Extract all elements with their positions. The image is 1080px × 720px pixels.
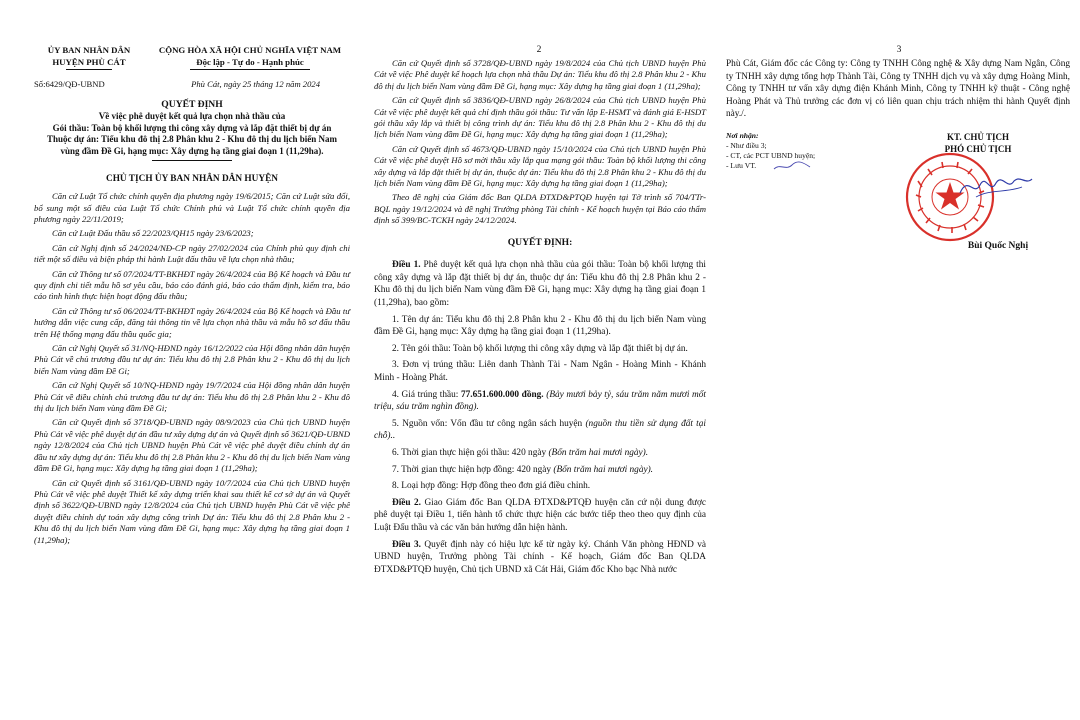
decision-heading: QUYẾT ĐỊNH: (507, 236, 573, 248)
item-text: 7. Thời gian thực hiện hợp đồng: 420 ngày (392, 464, 552, 475)
price-label: 4. Giá trúng thầu: (392, 389, 459, 400)
legal-basis: Căn cứ Thông tư số 06/2024/TT-BKHĐT ngày 26/4/2024 của Bộ Kế hoạch và Đầu tư hướng dẫn việc cung cấp, đăng tải thông tin về lựa chọn nhà thầu và mẫu hồ sơ đấu thầu trên Hệ thống mạng đấu thầu quốc gia; (34, 305, 350, 339)
subtitle-line: Về việc phê duyệt kết quả lựa chọn nhà thầu của (98, 111, 286, 122)
number-date-line (34, 78, 350, 91)
article-label: Điều 1. (392, 260, 421, 271)
article-3 (374, 539, 706, 577)
subtitle-underline (152, 160, 232, 161)
legal-basis: Căn cứ Nghị Quyết số 10/NQ-HĐND ngày 19/7/2024 của Hội đồng nhân dân huyện Phù Cát về điều chỉnh chủ trương đầu tư dự án: Tiểu khu đô thị 2.8 Phân khu 2 - Khu đô thị du lịch biển Nam vùng đầm Đề Gi; (34, 380, 350, 414)
legal-basis: Căn cứ Quyết định số 3161/QĐ-UBND ngày 10/7/2024 của Chủ tịch UBND huyện Phù Cát về việc phê duyệt Thiết kế xây dựng triển khai sau thiết kế cơ sở dự án và Quyết định số 3622/QĐ-UBND ngày 12/8/2024 của Chủ tịch UBND huyện Phù Cát về việc phê duyệt điều chỉnh dự toán xây dựng công trình Dự án: Tiểu khu đô thị 2.8 Phân khu 2 - Khu đô thị du lịch biển Nam vùng đầm Đề Gi, hạng mục: Xây dựng hạ tầng giai đoạn 1 (11,29ha); (34, 477, 350, 545)
legal-basis: Căn cứ Quyết định số 3836/QĐ-UBND ngày 26/8/2024 của Chủ tịch UBND huyện Phù Cát về việc phê duyệt kết quả chỉ định thầu gói thầu: Tư vấn lập E-HSMT và đánh giá E-HSDT gói thầu xây lắp và thiết bị công trình dự án: Tiểu khu đô thị 2.8 Phân khu 2 - Khu đô thị du lịch biển Nam vùng đầm Đề Gi, hạng mục: Xây dựng hạ tầng giai đoạn 1 (11,29ha); (374, 95, 706, 140)
national-motto (150, 44, 350, 70)
item-note: (Bốn trăm hai mươi ngày). (553, 464, 654, 475)
page-3 (718, 0, 1080, 720)
article-3-continued: Phù Cát, Giám đốc các Công ty: Công ty TNHH Công nghệ & Xây dựng Nam Ngân, Công ty TNHH xây dựng tổng hợp Thành Tài, Công ty TNHH dịch vụ và xây dựng Hoàng Minh, Công ty TNHH tư vấn xây dựng điện Khánh Minh, Công ty TNHH kỹ thuật - Công nghệ Hoàng Phát và Thủ trưởng các đơn vị có liên quan chịu trách nhiệm thi hành Quyết định này./. (726, 59, 1070, 120)
decision-item (374, 464, 706, 477)
document-number: Số:6429/QĐ-UBND (34, 79, 105, 89)
motto-line-1: CỘNG HÒA XÃ HỘI CHỦ NGHĨA VIỆT NAM (158, 45, 342, 55)
decision-item: 3. Đơn vị trúng thầu: Liên danh Thành Tài - Nam Ngân - Hoàng Minh - Khánh Minh - Hoàng Phát. (374, 360, 706, 384)
decision-item: 2. Tên gói thầu: Toàn bộ khối lượng thi công xây dựng và lắp đặt thiết bị dự án. (392, 343, 688, 354)
page-number: 2 (536, 45, 542, 55)
issuing-agency (34, 44, 144, 70)
motto-line-2: Độc lập - Tự do - Hạnh phúc (196, 57, 304, 67)
legal-bases-continued (374, 58, 706, 227)
subtitle-line: Thuộc dự án: Tiểu khu đô thị 2.8 Phân khu 2 - Khu đô thị du lịch biển Nam (47, 134, 337, 145)
article-text: Phê duyệt kết quả lựa chọn nhà thầu của gói thầu: Toàn bộ khối lượng thi công xây dựng và lắp đặt thiết bị dự án, thuộc dự án: Tiểu khu đô thị 2.8 Phân khu 2 - Khu đô thị du lịch biển Nam vùng đầm Đề Gi, hạng mục: Xây dựng hạ tầng giai đoạn 1 (11,29ha), bao gồm: (374, 260, 706, 309)
signature-block (726, 130, 1070, 251)
recipients (726, 131, 886, 173)
winning-price (374, 389, 706, 414)
article-text: Quyết định này có hiệu lực kể từ ngày ký. Chánh Văn phòng HĐND và UBND huyện, Trưởng phòng Tài chính - Kế hoạch, Giám đốc Ban QLDA ĐTXD&PTQĐ huyện, Chủ tịch UBND xã Cát Hải, Giám đốc Kho bạc Nhà nước (374, 539, 706, 575)
item-text: 8. Loại hợp đồng: Hợp đồng theo đơn giá điều chỉnh. (392, 481, 591, 492)
document-header (34, 44, 350, 70)
decision-item: 1. Tên dự án: Tiểu khu đô thị 2.8 Phân khu 2 - Khu đô thị du lịch biển Nam vùng đầm Đề Gi, hạng mục: Xây dựng hạ tầng giai đoạn 1 (11,29ha). (374, 314, 706, 338)
recipient-item: - CT, các PCT UBND huyện; (726, 150, 816, 160)
article-1 (374, 259, 706, 309)
signer-title-2: PHÓ CHỦ TỊCH (944, 143, 1012, 154)
agency-line-2: HUYỆN PHÙ CÁT (52, 57, 126, 67)
decision-item (374, 480, 706, 493)
signer-title-1: KT. CHỦ TỊCH (947, 131, 1009, 142)
item-note: (Bốn trăm hai mươi ngày). (548, 448, 649, 458)
funding-note: (nguồn thu tiền sử dụng đất tại chỗ).. (374, 418, 707, 442)
signer (886, 131, 1070, 251)
legal-basis: Căn cứ Quyết định số 3728/QĐ-UBND ngày 19/8/2024 của Chủ tịch UBND huyện Phù Cát về việc Phê duyệt kế hoạch lựa chọn nhà thầu Dự án: Tiểu khu đô thị 2.8 Phân khu 2 - Khu đô thị du lịch biển Nam vùng đầm Đề Gi, hạng mục: Xây dựng hạ tầng giai đoạn 1 (11,29ha); (374, 58, 706, 91)
legal-basis: Căn cứ Nghị định số 24/2024/NĐ-CP ngày 27/02/2024 của Chính phủ quy định chi tiết một số điều và biện pháp thi hành Luật đấu thầu về lựa chọn nhà thầu; (34, 242, 350, 265)
legal-basis: Theo đề nghị của Giám đốc Ban QLDA ĐTXD&PTQĐ huyện tại Tờ trình số 704/TTr-BQL ngày 19/12/2024 và đề nghị Trưởng phòng Tài chính - Kế hoạch huyện tại Báo cáo thẩm định số 399/BC-TCKH ngày 24/12/2024. (374, 192, 706, 226)
document-title: QUYẾT ĐỊNH (161, 98, 223, 110)
item-text: 6. Thời gian thực hiện gói thầu: 420 ngày (392, 448, 547, 458)
recipients-label: Nơi nhận: (726, 130, 759, 140)
agency-line-1: ỦY BAN NHÂN DÂN (47, 45, 131, 55)
article-label: Điều 3. (392, 539, 421, 550)
subtitle-line: Gói thầu: Toàn bộ khối lượng thi công xây dựng và lắp đặt thiết bị dự án (52, 122, 332, 133)
legal-basis: Căn cứ Nghị Quyết số 31/NQ-HĐND ngày 16/12/2022 của Hội đồng nhân dân huyện Phù Cát về chủ trương đầu tư dự án: Tiểu khu đô thị 2.8 Phân khu 2 - Khu đô thị du lịch biển Nam vùng đầm Đề Gi; (34, 343, 350, 376)
price-unit: đồng. (521, 389, 544, 400)
legal-basis: Căn cứ Quyết định số 4673/QĐ-UBND ngày 15/10/2024 của Chủ tịch UBND huyện Phù Cát về việc phê duyệt Hồ sơ mời thầu xây lắp qua mạng gói thầu: Toàn bộ khối lượng thi công xây dựng và lắp đặt thiết bị dự án, thuộc dự án: Tiểu khu đô thị 2.8 Phân khu 2 - Khu đô thị du lịch biển Nam vùng đầm Đề Gi, hạng mục: Xây dựng hạ tầng giai đoạn 1 (11,29ha); (374, 143, 706, 189)
subtitle-line: vùng đầm Đề Gi, hạng mục: Xây dựng hạ tầng giai đoạn 1 (11,29ha). (60, 145, 324, 156)
legal-basis: Căn cứ Thông tư số 07/2024/TT-BKHĐT ngày 26/4/2024 của Bộ Kế hoạch và Đầu tư quy định chi tiết mẫu hồ sơ yêu cầu, báo cáo đánh giá, báo cáo thẩm định, kiểm tra, báo cáo tình hình thực hiện hoạt động đấu thầu; (34, 268, 350, 302)
article-text: Giao Giám đốc Ban QLDA ĐTXD&PTQĐ huyện căn cứ nội dung được phê duyệt tại Điều 1, tiến hành tổ chức thực hiện các bước tiếp theo theo quy định của Luật Đấu thầu và các văn bản hướng dẫn hiện hành. (374, 497, 706, 533)
document-subtitle (34, 111, 350, 160)
price-value: 77.651.600.000 (460, 389, 520, 400)
place-date: Phù Cát, ngày 25 tháng 12 năm 2024 (191, 79, 320, 89)
page-number: 3 (896, 45, 902, 55)
legal-basis: Căn cứ Luật Tổ chức chính quyền địa phương ngày 19/6/2015; Căn cứ Luật sửa đổi, bổ sung một số điều của Luật Tổ chức Chính phủ và Luật Tổ chức chính quyền địa phương ngày 22/11/2019; (34, 191, 350, 224)
page-1 (0, 0, 360, 720)
legal-basis: Căn cứ Quyết định số 3718/QĐ-UBND ngày 08/9/2023 của Chủ tịch UBND huyện Phù Cát về việc phê duyệt dự án đầu tư xây dựng dự án và Quyết định số 3621/QĐ-UBND ngày 12/8/2024 của Chủ tịch UBND huyện Phù Cát về việc phê duyệt điều chỉnh dự án đầu tư xây dựng dự án: Tiểu khu đô thị 2.8 Phân khu 2 - Khu đô thị du lịch biển Nam vùng đầm Đề Gi, hạng mục: Xây dựng hạ tầng giai đoạn 1 (11,29ha); (34, 417, 350, 474)
authority-heading: CHỦ TỊCH ỦY BAN NHÂN DÂN HUYỆN (105, 173, 278, 184)
article-2 (374, 497, 706, 535)
price-words: (Bảy mươi bảy tỷ, sáu trăm năm mươi mốt triệu, sáu trăm nghìn đồng). (374, 389, 707, 413)
legal-bases (34, 191, 350, 546)
agency-underline (66, 69, 112, 70)
recipient-item: - Như điều 3; (726, 140, 767, 150)
handwritten-signature (956, 167, 1036, 207)
funding-source (374, 418, 706, 443)
initials-signature (772, 159, 812, 173)
decision-item (374, 447, 706, 460)
signer-name: Bùi Quốc Nghị (967, 240, 1029, 251)
legal-basis: Căn cứ Luật Đấu thầu số 22/2023/QH15 ngày 23/6/2023; (52, 228, 254, 239)
article-label: Điều 2. (392, 497, 422, 508)
recipient-item: - Lưu VT. (726, 160, 757, 170)
page-2 (362, 0, 716, 720)
motto-underline (190, 69, 310, 70)
funding-label: 5. Nguồn vốn: Vốn đầu tư công ngân sách huyện (392, 418, 583, 429)
